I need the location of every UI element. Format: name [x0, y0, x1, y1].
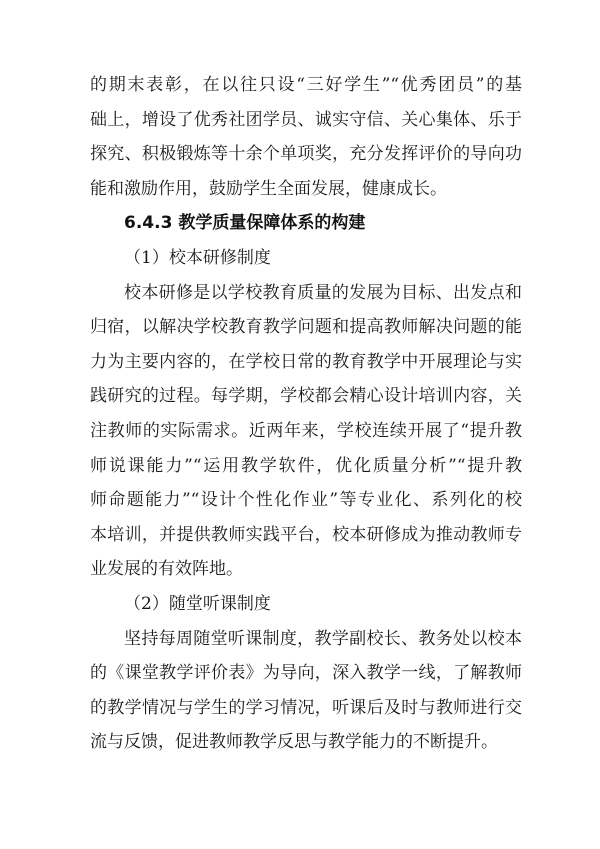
text-line: 探究、积极锻炼等十余个单项奖，充分发挥评价的导向功	[90, 144, 522, 165]
text-line: 校本研修是以学校教育质量的发展为目标、出发点和	[124, 282, 522, 303]
text-line: 的《课堂教学评价表》为导向，深入教学一线，了解教师	[90, 663, 522, 684]
text-line: 坚持每周随堂听课制度，教学副校长、教务处以校本	[124, 628, 522, 649]
text-line: 能和激励作用，鼓励学生全面发展，健康成长。	[90, 178, 447, 199]
text-line: 践研究的过程。每学期，学校都会精心设计培训内容，关	[90, 386, 522, 407]
text-line: 力为主要内容的，在学校日常的教育教学中开展理论与实	[90, 351, 522, 372]
subsection-title-class-observation: （2）随堂听课制度	[124, 593, 271, 614]
text-line: 业发展的有效阵地。	[90, 559, 243, 580]
text-line: 本培训，并提供教师实践平台，校本研修成为推动教师专	[90, 524, 522, 545]
paragraph-intro	[90, 68, 522, 206]
section-heading: 6.4.3 教学质量保障体系的构建	[124, 213, 366, 234]
text-line: 础上，增设了优秀社团学员、诚实守信、关心集体、乐于	[90, 109, 522, 130]
text-line: 的教学情况与学生的学习情况，听课后及时与教师进行交	[90, 697, 522, 718]
text-line: 注教师的实际需求。近两年来，学校连续开展了“提升教	[90, 420, 522, 441]
paragraph-school-training	[90, 276, 522, 587]
text-line: 师说课能力”“运用教学软件，优化质量分析”“提升教	[90, 455, 522, 476]
text-line: 归宿，以解决学校教育教学问题和提高教师解决问题的能	[90, 317, 522, 338]
paragraph-class-observation	[90, 622, 522, 760]
text-line: 流与反馈，促进教师教学反思与教学能力的不断提升。	[90, 732, 498, 753]
text-line: 师命题能力”“设计个性化作业”等专业化、系列化的校	[90, 490, 522, 511]
subsection-title-school-training: （1）校本研修制度	[124, 247, 271, 268]
text-line: 的期末表彰，在以往只设“三好学生”“优秀团员”的基	[90, 75, 522, 95]
